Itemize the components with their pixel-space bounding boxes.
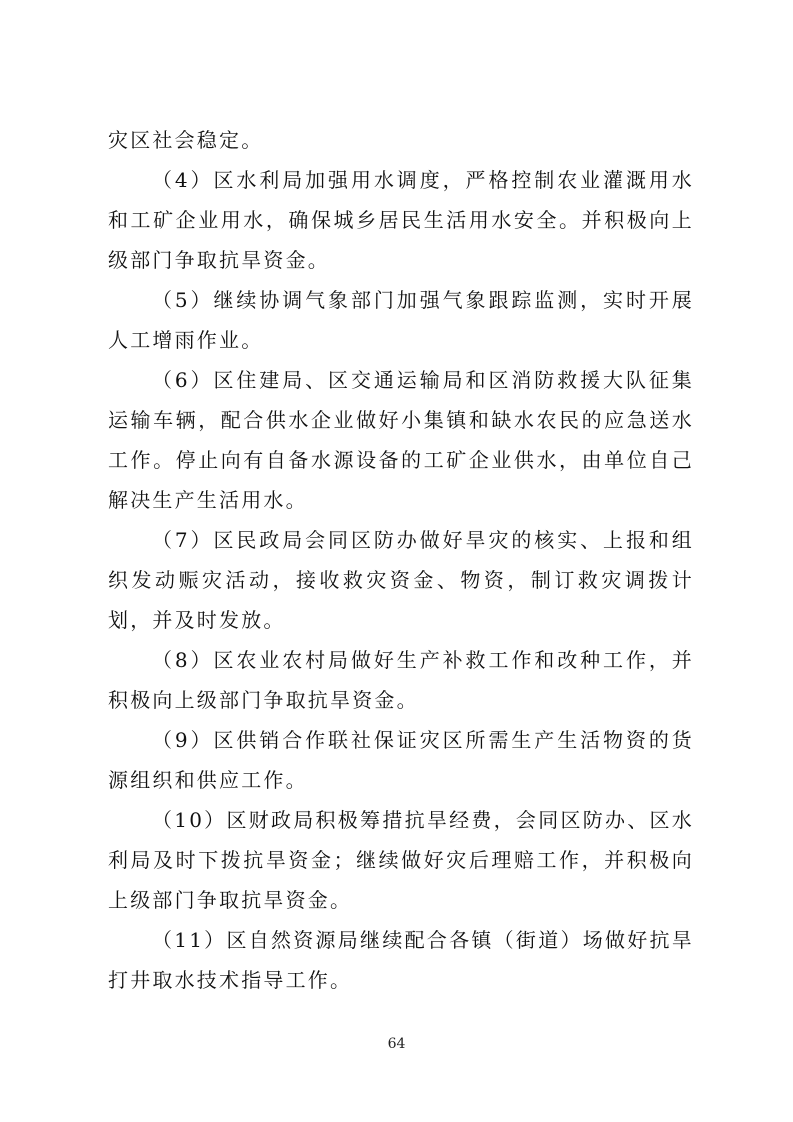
paragraph-item-7: （7）区民政局会同区防办做好旱灾的核实、上报和组织发动赈灾活动，接收救灾资金、物资，制订救灾调拨计划，并及时发放。 — [108, 528, 694, 632]
page-number: 64 — [387, 1036, 406, 1052]
paragraph-item-11: （11）区自然资源局继续配合各镇（街道）场做好抗旱打井取水技术指导工作。 — [108, 928, 694, 992]
paragraph-continuation: 灾区社会稳定。 — [108, 128, 264, 152]
paragraph-item-4: （4）区水利局加强用水调度，严格控制农业灌溉用水和工矿企业用水，确保城乡居民生活用水安全。并积极向上级部门争取抗旱资金。 — [108, 168, 694, 272]
paragraph-item-5: （5）继续协调气象部门加强气象跟踪监测，实时开展人工增雨作业。 — [108, 288, 694, 352]
paragraph-item-10: （10）区财政局积极筹措抗旱经费，会同区防办、区水利局及时下拨抗旱资金；继续做好灾后理赔工作，并积极向上级部门争取抗旱资金。 — [108, 808, 694, 912]
document-body — [108, 120, 694, 1000]
paragraph-item-9: （9）区供销合作联社保证灾区所需生产生活物资的货源组织和供应工作。 — [108, 728, 694, 792]
paragraph-item-8: （8）区农业农村局做好生产补救工作和改种工作，并积极向上级部门争取抗旱资金。 — [108, 648, 694, 712]
paragraph-item-6: （6）区住建局、区交通运输局和区消防救援大队征集运输车辆，配合供水企业做好小集镇和缺水农民的应急送水工作。停止向有自备水源设备的工矿企业供水，由单位自己解决生产生活用水。 — [108, 368, 694, 512]
